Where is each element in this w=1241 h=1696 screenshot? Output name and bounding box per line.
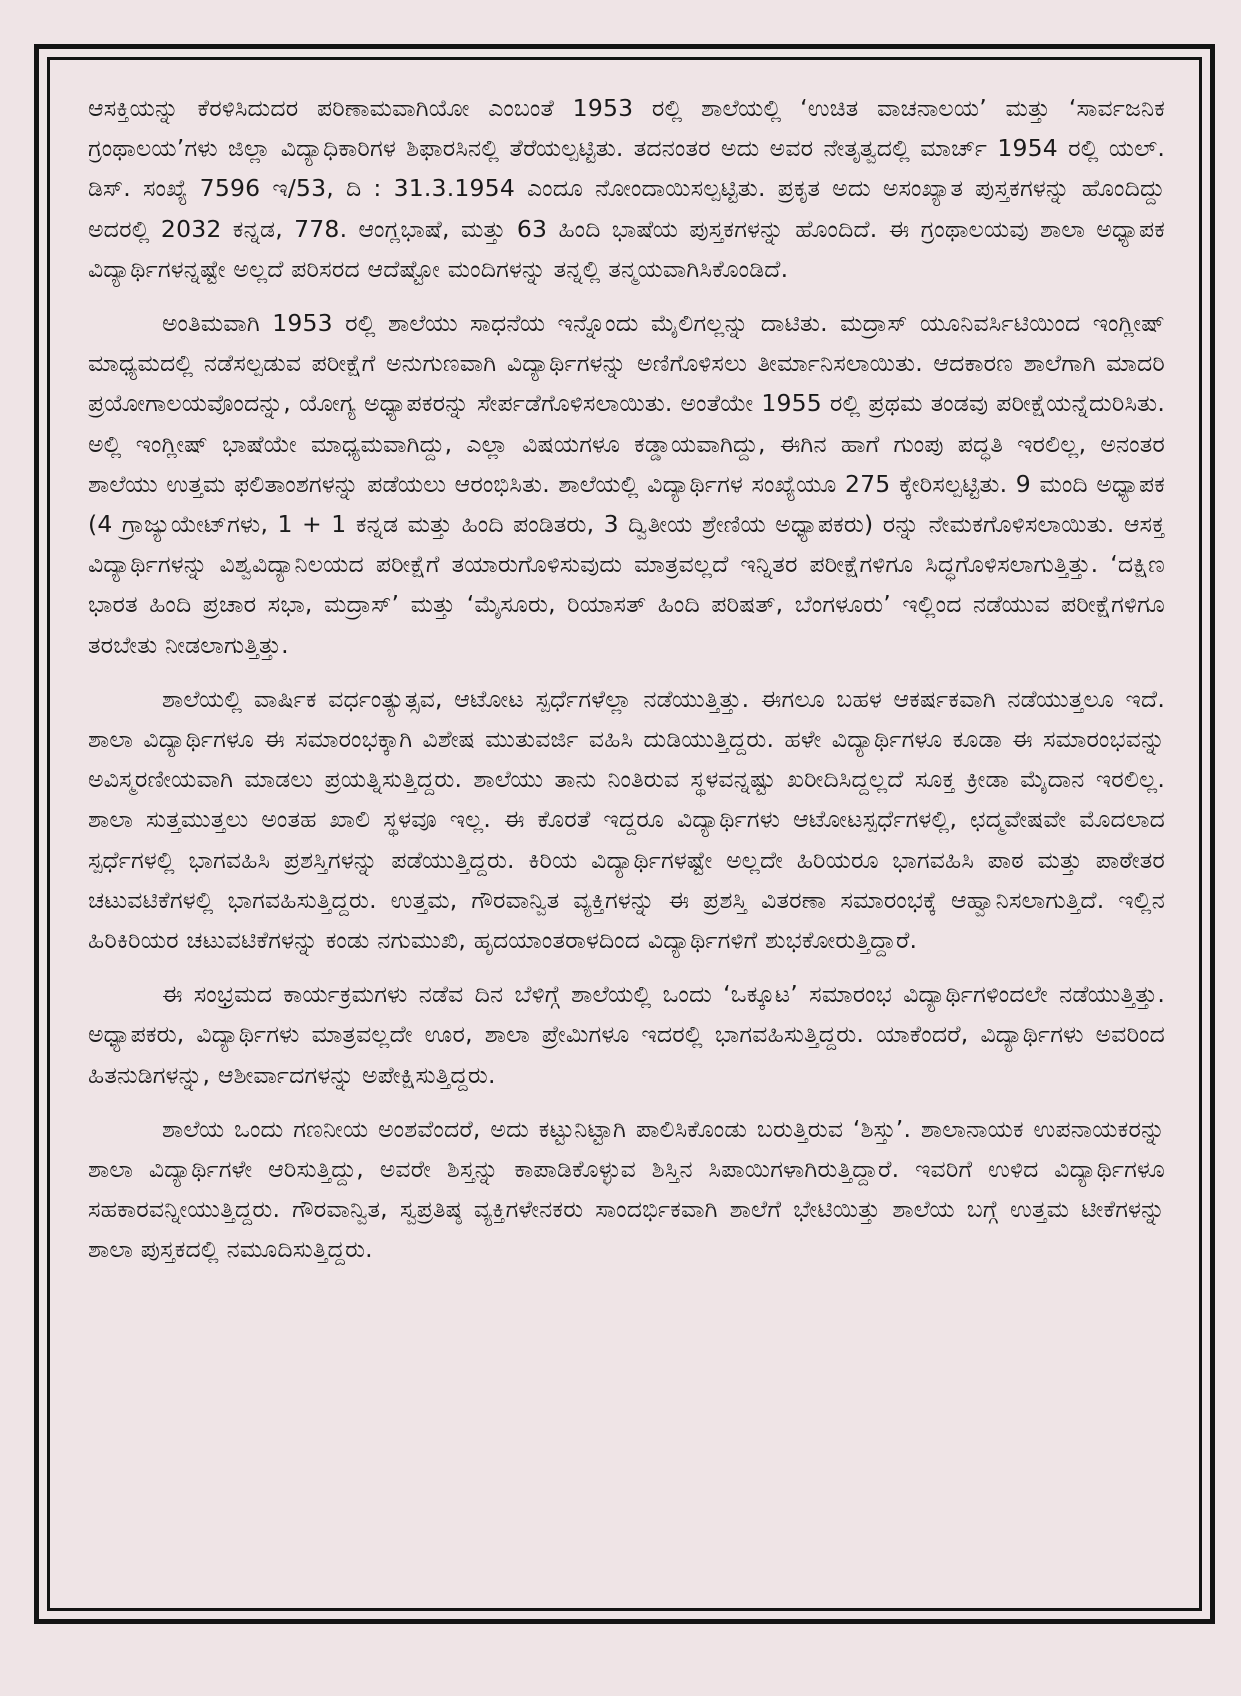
- paragraph-annual-day: ಶಾಲೆಯಲ್ಲಿ ವಾರ್ಷಿಕ ವರ್ಧಂತ್ಯುತ್ಸವ, ಆಟೋಟ ಸ್ಪರ್ಧೆಗಳೆಲ್ಲಾ ನಡೆಯುತ್ತಿತ್ತು. ಈಗಲೂ ಬಹಳ ಆಕರ್ಷಕವಾಗಿ ನಡೆಯುತ್ತಲೂ ಇದೆ. ಶಾಲಾ ವಿದ್ಯಾರ್ಥಿಗಳೂ ಈ ಸಮಾರಂಭಕ್ಕಾಗಿ ವಿಶೇಷ ಮುತುವರ್ಜಿ ವಹಿಸಿ ದುಡಿಯುತ್ತಿದ್ದರು. ಹಳೇ ವಿದ್ಯಾರ್ಥಿಗಳೂ ಕೂಡಾ ಈ ಸಮಾರಂಭವನ್ನು ಅವಿಸ್ಮರಣೀಯವಾಗಿ ಮಾಡಲು ಪ್ರಯತ್ನಿಸುತ್ತಿದ್ದರು. ಶಾಲೆಯು ತಾನು ನಿಂತಿರುವ ಸ್ಥಳವನ್ನಷ್ಟು ಖರೀದಿಸಿದ್ದಲ್ಲದೆ ಸೂಕ್ತ ಕ್ರೀಡಾ ಮೈದಾನ ಇರಲಿಲ್ಲ. ಶಾಲಾ ಸುತ್ತಮುತ್ತಲು ಅಂತಹ ಖಾಲಿ ಸ್ಥಳವೂ ಇಲ್ಲ. ಈ ಕೊರತೆ ಇದ್ದರೂ ವಿದ್ಯಾರ್ಥಿಗಳು ಆಟೋಟಸ್ಪರ್ಧೆಗಳಲ್ಲಿ, ಛದ್ಮವೇಷವೇ ಮೊದಲಾದ ಸ್ಪರ್ಧೆಗಳಲ್ಲಿ ಭಾಗವಹಿಸಿ ಪ್ರಶಸ್ತಿಗಳನ್ನು ಪಡೆಯುತ್ತಿದ್ದರು. ಕಿರಿಯ ವಿದ್ಯಾರ್ಥಿಗಳಷ್ಟೇ ಅಲ್ಲದೇ ಹಿರಿಯರೂ ಭಾಗವಹಿಸಿ ಪಾಠ ಮತ್ತು ಪಾಠೇತರ ಚಟುವಟಿಕೆಗಳಲ್ಲಿ ಭಾಗವಹಿಸುತ್ತಿದ್ದರು. ಉತ್ತಮ, ಗೌರವಾನ್ವಿತ ವ್ಯಕ್ತಿಗಳನ್ನು ಈ ಪ್ರಶಸ್ತಿ ವಿತರಣಾ ಸಮಾರಂಭಕ್ಕೆ ಆಹ್ವಾನಿಸಲಾಗುತ್ತಿದೆ. ಇಲ್ಲಿನ ಹಿರಿಕಿರಿಯರ ಚಟುವಟಿಕೆಗಳನ್ನು ಕಂಡು ನಗುಮುಖಿ, ಹೃದಯಾಂತರಾಳದಿಂದ ವಿದ್ಯಾರ್ಥಿಗಳಿಗೆ ಶುಭಕೋರುತ್ತಿದ್ದಾರೆ.: [88, 684, 1165, 955]
- inner-border-frame: [47, 57, 1202, 1611]
- paragraph-union-function: ಈ ಸಂಭ್ರಮದ ಕಾರ್ಯಕ್ರಮಗಳು ನಡೆವ ದಿನ ಬೆಳಿಗ್ಗೆ ಶಾಲೆಯಲ್ಲಿ ಒಂದು ‘ಒಕ್ಕೂಟ’ ಸಮಾರಂಭ ವಿದ್ಯಾರ್ಥಿಗಳಿಂದಲೇ ನಡೆಯುತ್ತಿತ್ತು. ಅಧ್ಯಾಪಕರು, ವಿದ್ಯಾರ್ಥಿಗಳು ಮಾತ್ರವಲ್ಲದೇ ಊರ, ಶಾಲಾ ಪ್ರೇಮಿಗಳೂ ಇದರಲ್ಲಿ ಭಾಗವಹಿಸುತ್ತಿದ್ದರು. ಯಾಕೆಂದರೆ, ವಿದ್ಯಾರ್ಥಿಗಳು ಅವರಿಂದ ಹಿತನುಡಿಗಳನ್ನು, ಆಶೀರ್ವಾದಗಳನ್ನು ಅಪೇಕ್ಷಿಸುತ್ತಿದ್ದರು.: [88, 980, 1165, 1089]
- paragraph-university-exams: ಅಂತಿಮವಾಗಿ 1953 ರಲ್ಲಿ ಶಾಲೆಯು ಸಾಧನೆಯ ಇನ್ನೊಂದು ಮೈಲಿಗಲ್ಲನ್ನು ದಾಟಿತು. ಮದ್ರಾಸ್ ಯೂನಿವರ್ಸಿಟಿಯಿಂದ ಇಂಗ್ಲೀಷ್ ಮಾಧ್ಯಮದಲ್ಲಿ ನಡೆಸಲ್ಪಡುವ ಪರೀಕ್ಷೆಗೆ ಅನುಗುಣವಾಗಿ ವಿದ್ಯಾರ್ಥಿಗಳನ್ನು ಅಣಿಗೊಳಿಸಲು ತೀರ್ಮಾನಿಸಲಾಯಿತು. ಆದಕಾರಣ ಶಾಲೆಗಾಗಿ ಮಾದರಿ ಪ್ರಯೋಗಾಲಯವೊಂದನ್ನು, ಯೋಗ್ಯ ಅಧ್ಯಾಪಕರನ್ನು ಸೇರ್ಪಡೆಗೊಳಿಸಲಾಯಿತು. ಅಂತೆಯೇ 1955 ರಲ್ಲಿ ಪ್ರಥಮ ತಂಡವು ಪರೀಕ್ಷೆಯನ್ನೆದುರಿಸಿತು. ಅಲ್ಲಿ ಇಂಗ್ಲೀಷ್ ಭಾಷೆಯೇ ಮಾಧ್ಯಮವಾಗಿದ್ದು, ಎಲ್ಲಾ ವಿಷಯಗಳೂ ಕಡ್ಡಾಯವಾಗಿದ್ದು, ಈಗಿನ ಹಾಗೆ ಗುಂಪು ಪದ್ಧತಿ ಇರಲಿಲ್ಲ, ಅನಂತರ ಶಾಲೆಯು ಉತ್ತಮ ಫಲಿತಾಂಶಗಳನ್ನು ಪಡೆಯಲು ಆರಂಭಿಸಿತು. ಶಾಲೆಯಲ್ಲಿ ವಿದ್ಯಾರ್ಥಿಗಳ ಸಂಖ್ಯೆಯೂ 275 ಕ್ಕೇರಿಸಲ್ಪಟ್ಟಿತು. 9 ಮಂದಿ ಅಧ್ಯಾಪಕ (4 ಗ್ರಾಜ್ಯುಯೇಟ್‌ಗಳು, 1 + 1 ಕನ್ನಡ ಮತ್ತು ಹಿಂದಿ ಪಂಡಿತರು, 3 ದ್ವಿತೀಯ ಶ್ರೇಣಿಯ ಅಧ್ಯಾಪಕರು) ರನ್ನು ನೇಮಕಗೊಳಿಸಲಾಯಿತು. ಆಸಕ್ತ ವಿದ್ಯಾರ್ಥಿಗಳನ್ನು ವಿಶ್ವವಿದ್ಯಾನಿಲಯದ ಪರೀಕ್ಷೆಗೆ ತಯಾರುಗೊಳಿಸುವುದು ಮಾತ್ರವಲ್ಲದೆ ಇನ್ನಿತರ ಪರೀಕ್ಷೆಗಳಿಗೂ ಸಿದ್ಧಗೊಳಿಸಲಾಗುತ್ತಿತ್ತು. ‘ದಕ್ಷಿಣ ಭಾರತ ಹಿಂದಿ ಪ್ರಚಾರ ಸಭಾ, ಮದ್ರಾಸ್’ ಮತ್ತು ‘ಮೈಸೂರು, ರಿಯಾಸತ್ ಹಿಂದಿ ಪರಿಷತ್, ಬೆಂಗಳೂರು’ ಇಲ್ಲಿಂದ ನಡೆಯುವ ಪರೀಕ್ಷೆಗಳಿಗೂ ತರಬೇತು ನೀಡಲಾಗುತ್ತಿತ್ತು.: [88, 309, 1165, 659]
- paragraph-discipline: ಶಾಲೆಯ ಒಂದು ಗಣನೀಯ ಅಂಶವೆಂದರೆ, ಅದು ಕಟ್ಟುನಿಟ್ಟಾಗಿ ಪಾಲಿಸಿಕೊಂಡು ಬರುತ್ತಿರುವ ‘ಶಿಸ್ತು’. ಶಾಲಾನಾಯಕ ಉಪನಾಯಕರನ್ನು ಶಾಲಾ ವಿದ್ಯಾರ್ಥಿಗಳೇ ಆರಿಸುತ್ತಿದ್ದು, ಅವರೇ ಶಿಸ್ತನ್ನು ಕಾಪಾಡಿಕೊಳ್ಳುವ ಶಿಸ್ತಿನ ಸಿಪಾಯಿಗಳಾಗಿರುತ್ತಿದ್ದಾರೆ. ಇವರಿಗೆ ಉಳಿದ ವಿದ್ಯಾರ್ಥಿಗಳೂ ಸಹಕಾರವನ್ನೀಯುತ್ತಿದ್ದರು. ಗೌರವಾನ್ವಿತ, ಸ್ವಪ್ರತಿಷ್ಠ ವ್ಯಕ್ತಿಗಳೇನಕರು ಸಾಂದರ್ಭಿಕವಾಗಿ ಶಾಲೆಗೆ ಭೇಟಿಯಿತ್ತು ಶಾಲೆಯ ಬಗ್ಗೆ ಉತ್ತಮ ಟೀಕೆಗಳನ್ನು ಶಾಲಾ ಪುಸ್ತಕದಲ್ಲಿ ನಮೂದಿಸುತ್ತಿದ್ದರು.: [88, 1114, 1165, 1264]
- paragraph-library: ಆಸಕ್ತಿಯನ್ನು ಕೆರಳಿಸಿದುದರ ಪರಿಣಾಮವಾಗಿಯೋ ಎಂಬಂತೆ 1953 ರಲ್ಲಿ ಶಾಲೆಯಲ್ಲಿ ‘ಉಚಿತ ವಾಚನಾಲಯ’ ಮತ್ತು ‘ಸಾರ್ವಜನಿಕ ಗ್ರಂಥಾಲಯ’ಗಳು ಜಿಲ್ಲಾ ವಿದ್ಯಾಧಿಕಾರಿಗಳ ಶಿಫಾರಸಿನಲ್ಲಿ ತೆರೆಯಲ್ಪಟ್ಟಿತು. ತದನಂತರ ಅದು ಅವರ ನೇತೃತ್ವದಲ್ಲಿ ಮಾರ್ಚ್ 1954 ರಲ್ಲಿ ಯಲ್. ಡಿಸ್. ಸಂಖ್ಯೆ 7596 ಇ/53, ದಿ : 31.3.1954 ಎಂದೂ ನೋಂದಾಯಿಸಲ್ಪಟ್ಟಿತು. ಪ್ರಕೃತ ಅದು ಅಸಂಖ್ಯಾತ ಪುಸ್ತಕಗಳನ್ನು ಹೊಂದಿದ್ದು ಅದರಲ್ಲಿ 2032 ಕನ್ನಡ, 778. ಆಂಗ್ಲಭಾಷೆ, ಮತ್ತು 63 ಹಿಂದಿ ಭಾಷೆಯ ಪುಸ್ತಕಗಳನ್ನು ಹೊಂದಿದೆ. ಈ ಗ್ರಂಥಾಲಯವು ಶಾಲಾ ಅಧ್ಯಾಪಕ ವಿದ್ಯಾರ್ಥಿಗಳನ್ನಷ್ಟೇ ಅಲ್ಲದೆ ಪರಿಸರದ ಆದೆಷ್ಟೋ ಮಂದಿಗಳನ್ನು ತನ್ನಲ್ಲಿ ತನ್ಮಯವಾಗಿಸಿಕೊಂಡಿದೆ.: [88, 94, 1165, 283]
- outer-border-frame: [34, 44, 1215, 1624]
